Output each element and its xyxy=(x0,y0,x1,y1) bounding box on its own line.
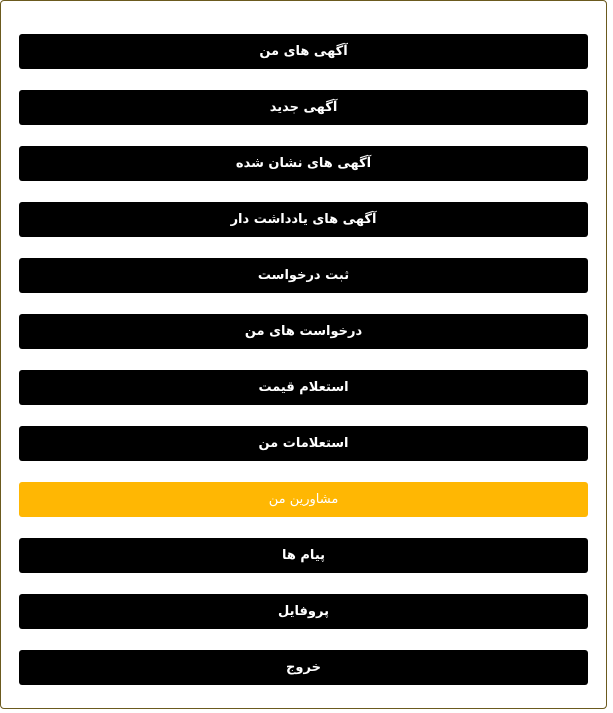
menu-item-my-ads[interactable]: آگهی های من xyxy=(19,34,588,69)
menu-item-messages[interactable]: پیام ها xyxy=(19,538,588,573)
menu-item-noted-ads[interactable]: آگهی های یادداشت دار xyxy=(19,202,588,237)
menu-item-new-ad[interactable]: آگهی جدید xyxy=(19,90,588,125)
menu-item-bookmarked-ads[interactable]: آگهی های نشان شده xyxy=(19,146,588,181)
menu-item-my-inquiries[interactable]: استعلامات من xyxy=(19,426,588,461)
menu-item-submit-request[interactable]: ثبت درخواست xyxy=(19,258,588,293)
menu-item-logout[interactable]: خروج xyxy=(19,650,588,685)
user-menu xyxy=(19,34,588,685)
menu-item-price-inquiry[interactable]: استعلام قیمت xyxy=(19,370,588,405)
menu-item-my-consultants[interactable]: مشاورین من xyxy=(19,482,588,517)
menu-item-my-requests[interactable]: درخواست های من xyxy=(19,314,588,349)
menu-item-profile[interactable]: پروفایل xyxy=(19,594,588,629)
